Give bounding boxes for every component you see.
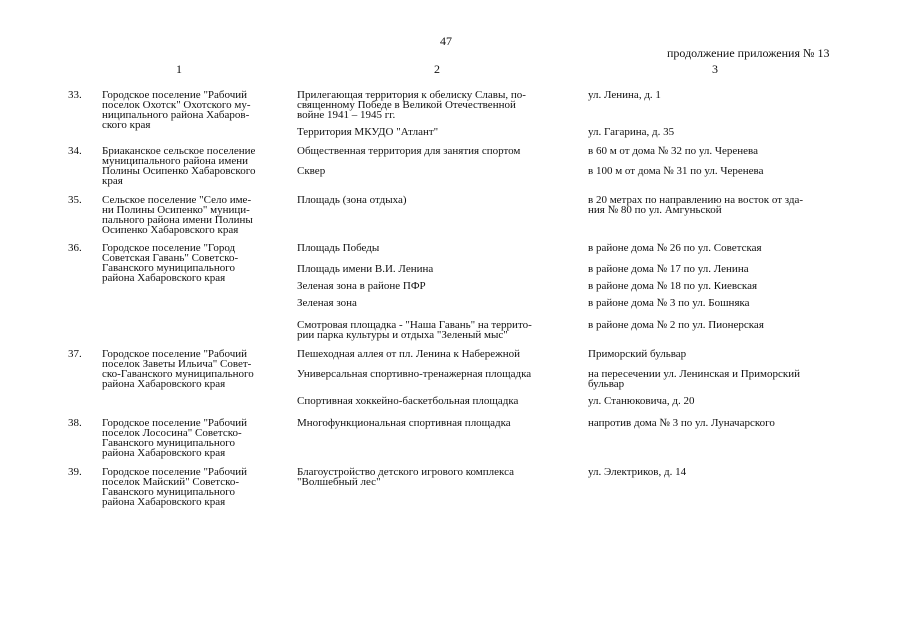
object-name: Многофункциональная спортивная площадка: [297, 417, 511, 429]
object-name: Сквер: [297, 165, 326, 177]
object-address: в 100 м от дома № 31 по ул. Черенева: [588, 165, 764, 177]
object-name: Благоустройство детского игрового комплекса "Волшебный лес": [297, 466, 514, 488]
page-number: 47: [440, 34, 452, 48]
object-address: напротив дома № 3 по ул. Луначарского: [588, 417, 775, 429]
row-number: 38.: [68, 417, 82, 429]
row-number: 34.: [68, 145, 82, 157]
settlement-name: Бриаканское сельское поселение муниципального района имени Полины Осипенко Хабаровского края: [102, 145, 256, 187]
row-number: 33.: [68, 89, 82, 101]
row-number: 39.: [68, 466, 82, 478]
object-name: Территория МКУДО "Атлант": [297, 126, 439, 138]
row-number: 37.: [68, 348, 82, 360]
column-header-1: 1: [176, 62, 182, 76]
object-address: в районе дома № 18 по ул. Киевская: [588, 280, 758, 292]
object-name: Площадь Победы: [297, 242, 380, 254]
settlement-name: Городское поселение "Город Советская Гавань" Советско- Гаванского муниципального района Хабаровского края: [102, 242, 239, 284]
object-name: Площадь имени В.И. Ленина: [297, 263, 434, 275]
settlement-name: Городское поселение "Рабочий поселок Охотск" Охотского му- ниципального района Хабаров- ского края: [102, 89, 251, 131]
object-address: в 20 метрах по направлению на восток от зда- ния № 80 по ул. Амгуньской: [588, 194, 804, 216]
object-address: ул. Станюковича, д. 20: [588, 395, 695, 407]
object-name: Прилегающая территория к обелиску Славы, по- священному Победе в Великой Отечественной войне 1941 – 1945 гг.: [297, 89, 526, 121]
object-address: в 60 м от дома № 32 по ул. Черенева: [588, 145, 758, 157]
object-address: в районе дома № 17 по ул. Ленина: [588, 263, 749, 275]
column-header-3: 3: [712, 62, 718, 76]
object-address: в районе дома № 2 по ул. Пионерская: [588, 319, 764, 331]
settlement-name: Городское поселение "Рабочий поселок Майский" Советско- Гаванского муниципального района Хабаровского края: [102, 466, 248, 508]
object-address: ул. Гагарина, д. 35: [588, 126, 675, 138]
object-address: на пересечении ул. Ленинская и Приморский бульвар: [588, 368, 801, 390]
settlement-name: Городское поселение "Рабочий поселок Заветы Ильича" Совет- ско-Гаванского муниципального района Хабаровского края: [102, 348, 254, 390]
object-address: ул. Ленина, д. 1: [588, 89, 661, 101]
object-name: Спортивная хоккейно-баскетбольная площадка: [297, 395, 519, 407]
settlement-name: Сельское поселение "Село име- ни Полины Осипенко" муници- пального района имени Полины Осипенко Хабаровского края: [102, 194, 253, 236]
column-header-2: 2: [434, 62, 440, 76]
object-name: Пешеходная аллея от пл. Ленина к Набережной: [297, 348, 520, 360]
object-name: Смотровая площадка - "Наша Гавань" на террито- рии парка культуры и отдыха "Зеленый мыс": [297, 319, 532, 341]
object-name: Зеленая зона в районе ПФР: [297, 280, 426, 292]
object-address: ул. Электриков, д. 14: [588, 466, 687, 478]
object-name: Универсальная спортивно-тренажерная площадка: [297, 368, 532, 380]
object-name: Общественная территория для занятия спортом: [297, 145, 521, 157]
object-address: в районе дома № 3 по ул. Бошняка: [588, 297, 750, 309]
settlement-name: Городское поселение "Рабочий поселок Лососина" Советско- Гаванского муниципального района Хабаровского края: [102, 417, 248, 459]
continuation-label: продолжение приложения № 13: [667, 46, 830, 60]
row-number: 36.: [68, 242, 82, 254]
object-address: Приморский бульвар: [588, 348, 687, 360]
row-number: 35.: [68, 194, 82, 206]
object-name: Площадь (зона отдыха): [297, 194, 407, 206]
object-name: Зеленая зона: [297, 297, 357, 309]
object-address: в районе дома № 26 по ул. Советская: [588, 242, 762, 254]
